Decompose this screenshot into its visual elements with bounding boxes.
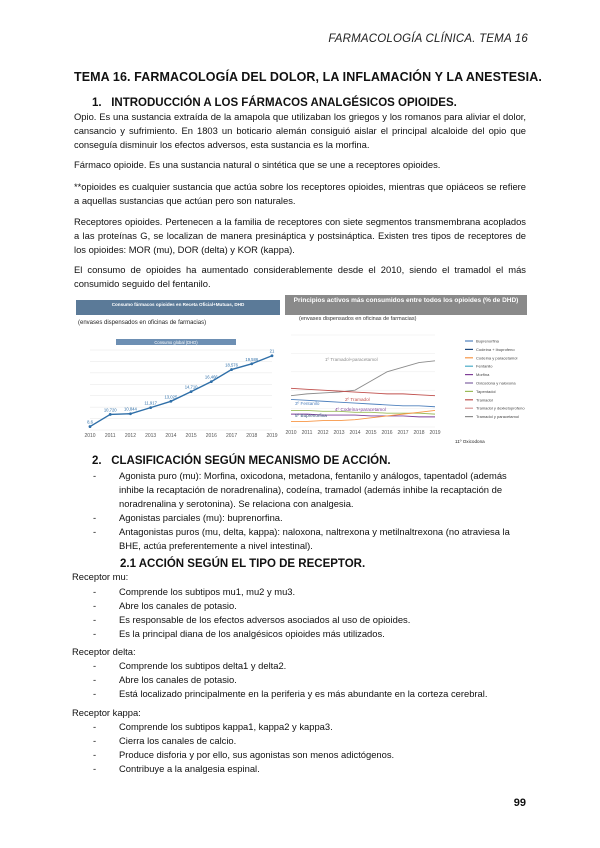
list-item: - Cierra los canales de calcio. [92, 734, 526, 748]
chart-annotation: 2º Tramadol [345, 397, 370, 402]
x-tick-label: 2010 [84, 433, 96, 439]
x-tick-label: 2011 [301, 430, 313, 436]
receptor-kappa-list [92, 720, 526, 776]
list-item: - Abre los canales de potasio. [92, 599, 526, 613]
figure-left-subtitle: (envases dispensados en oficinas de farmacias) [78, 320, 207, 326]
list-item: - Comprende los subtipos mu1, mu2 y mu3. [92, 585, 526, 599]
x-tick-label: 2017 [397, 430, 409, 436]
x-tick-label: 2019 [429, 430, 441, 436]
data-point [250, 362, 253, 365]
legend-label: Tramadol y paracetamol [476, 414, 519, 420]
data-label: 11,917 [144, 400, 157, 406]
classification-list [92, 469, 526, 553]
data-label: 19,586 [245, 356, 259, 362]
list-item: - Está localizado principalmente en la periferia y es más abundante en la corteza cerebral. [92, 687, 526, 701]
x-tick-label: 2016 [381, 430, 393, 436]
x-tick-label: 2018 [246, 433, 258, 439]
x-tick-label: 2012 [317, 430, 329, 436]
list-item: - Antagonistas puros (mu, delta, kappa): naloxona, naltrexona y metilnaltrexona (no atraviesa la BHE, actúa preferentemente a nivel intestinal). [92, 525, 526, 553]
page-number: 99 [513, 797, 526, 809]
list-item: - Comprende los subtipos delta1 y delta2. [92, 659, 526, 673]
x-tick-label: 2014 [165, 433, 177, 439]
legend-label: Codeína y paracetamol [476, 355, 518, 361]
x-tick-label: 2011 [104, 433, 116, 439]
series-line [291, 388, 435, 395]
receptor-mu-label: Receptor mu: [72, 571, 129, 582]
legend-label: Morfina [476, 372, 490, 378]
chart-annotation: 3º Fentanilo [295, 401, 320, 406]
data-point [109, 413, 112, 416]
paragraph-opioides-note: **opioides es cualquier sustancia que actúa sobre los receptores opioides, mientras que opiáceos se refiere a aquellas sustancias que actúan pero son naturales. [74, 181, 526, 206]
receptor-delta-list [92, 659, 526, 701]
x-tick-label: 2016 [205, 433, 217, 439]
data-label: 14,710 [184, 384, 198, 390]
paragraph-consumo: El consumo de opioides ha aumentado considerablemente desde el 2010, siendo el tramadol el más consumido seguido del fentanilo. [74, 264, 526, 289]
figure-left-title: Consumo fármacos opioides en Receta Oficial+Mutuas, DHD [111, 302, 245, 307]
x-tick-label: 2018 [413, 430, 425, 436]
list-item: - Comprende los subtipos kappa1, kappa2 y kappa3. [92, 720, 526, 734]
data-point [190, 390, 193, 393]
data-label: 13,025 [164, 394, 178, 400]
list-item: - Contribuye a la analgesia espinal. [92, 762, 526, 776]
chart-annotation: 1º Tramadol+paracetamol [325, 357, 378, 362]
chart-inner-title: Consumo global (DHD) [154, 339, 198, 345]
data-point [210, 380, 213, 383]
data-point [149, 406, 152, 409]
section-1-heading [92, 97, 457, 109]
legend-label: Tapentadol [476, 388, 496, 394]
data-point [89, 425, 92, 428]
x-tick-label: 2015 [365, 430, 377, 436]
data-point [129, 412, 132, 415]
list-item: - Agonista puro (mu): Morfina, oxicodona, metadona, fentanilo y análogos, tapentadol (además inhibe la recaptación de noradrenalina), codeína, tramadol (además inhibe la recaptación de noradrenalina y serotonina). Se relaciona con analgesia. [92, 469, 526, 511]
x-tick-label: 2017 [225, 433, 238, 439]
x-tick-label: 2014 [349, 430, 361, 436]
figure-left-header [76, 300, 280, 315]
list-item: - Es la principal diana de los analgésicos opioides más utilizados. [92, 627, 526, 641]
section-2-title: CLASIFICACIÓN SEGÚN MECANISMO DE ACCIÓN. [111, 455, 391, 467]
legend-label: Tramadol y dexketoprofeno [476, 405, 525, 411]
paragraph-receptores: Receptores opioides. Pertenecen a la familia de receptores con siete segmentos transmembrana acoplados a las proteínas G, se localizan de manera presináptica y postsináptica. Existen tres tipos de receptores de los opioides: MOR (mu), DOR (delta) y KOR (kappa). [74, 216, 526, 255]
x-tick-label: 2019 [266, 433, 278, 439]
chart-annotation: 4º Codeína+paracetamol [335, 407, 386, 412]
figure-consumo-global [76, 300, 280, 440]
figure-principios-activos [285, 295, 527, 455]
list-item: - Es responsable de los efectos adversos asociados al uso de opioides. [92, 613, 526, 627]
receptor-kappa-label: Receptor kappa: [72, 707, 141, 718]
list-item: - Agonistas parciales (mu): buprenorfina. [92, 511, 526, 525]
series-line [291, 361, 435, 396]
chart-annotation: 5º Buprenorfina [295, 413, 327, 418]
running-header: FARMACOLOGÍA CLÍNICA. TEMA 16 [328, 33, 528, 45]
figure-right-title: Principios activos más consumidos entre todos los opioides (% de DHD) [285, 295, 527, 315]
data-point [271, 354, 274, 357]
data-label: 8,6 [87, 419, 93, 425]
list-item: - Produce disforia y por ello, sus agonistas son menos adictógenos. [92, 748, 526, 762]
data-point [169, 400, 172, 403]
paragraph-opio: Opio. Es una sustancia extraída de la amapola que utilizaban los griegos y los romanos para aliviar el dolor, cansancio y sufrimiento. En 1803 un boticario alemán consiguió aislar el principal alcaloide del opio que conseguía disminuir los efectos adversos, esta sustancia es la morfina. [74, 111, 526, 150]
x-tick-label: 2013 [145, 433, 157, 439]
x-tick-label: 2013 [333, 430, 345, 436]
paragraph-farmaco-opioide: Fármaco opioide. Es una sustancia natural o sintética que se une a receptores opioides. [74, 159, 441, 170]
x-tick-label: 2015 [185, 433, 197, 439]
receptor-delta-label: Receptor delta: [72, 646, 136, 657]
section-2-number: 2. [92, 455, 102, 467]
x-tick-label: 2010 [285, 430, 297, 436]
line-chart-principios-activos [285, 323, 527, 453]
list-item: - Abre los canales de potasio. [92, 673, 526, 687]
data-label: 16,466 [204, 374, 218, 380]
chart-annotation: 11º Oxicodona [455, 439, 485, 444]
section-1-number: 1. [92, 97, 102, 109]
figure-right-subtitle: (envases dispensados en oficinas de farmacias) [299, 316, 417, 322]
data-label: 10,720 [103, 407, 117, 413]
data-label: 18,576 [225, 362, 238, 368]
legend-label: Oxicodona y naloxona [476, 380, 516, 386]
section-2-heading [92, 455, 391, 467]
x-tick-label: 2012 [124, 433, 137, 439]
legend-label: Buprenorfina [476, 338, 499, 344]
page-title: TEMA 16. FARMACOLOGÍA DEL DOLOR, LA INFLAMACIÓN Y LA ANESTESIA. [74, 70, 542, 84]
legend-label: Fentanilo [476, 363, 493, 369]
data-label: 10,844 [124, 406, 137, 412]
data-label: 21 [269, 348, 275, 354]
section-1-title: INTRODUCCIÓN A LOS FÁRMACOS ANALGÉSICOS OPIOIDES. [111, 97, 457, 109]
section-2-1-heading: 2.1 ACCIÓN SEGÚN EL TIPO DE RECEPTOR. [120, 558, 366, 570]
legend-label: Codeína + ibuprofeno [476, 346, 515, 352]
data-point [230, 368, 233, 371]
legend-label: Tramadol [476, 397, 493, 403]
line-chart-consumo-global [76, 336, 280, 440]
receptor-mu-list [92, 585, 526, 641]
series-line [90, 356, 272, 427]
